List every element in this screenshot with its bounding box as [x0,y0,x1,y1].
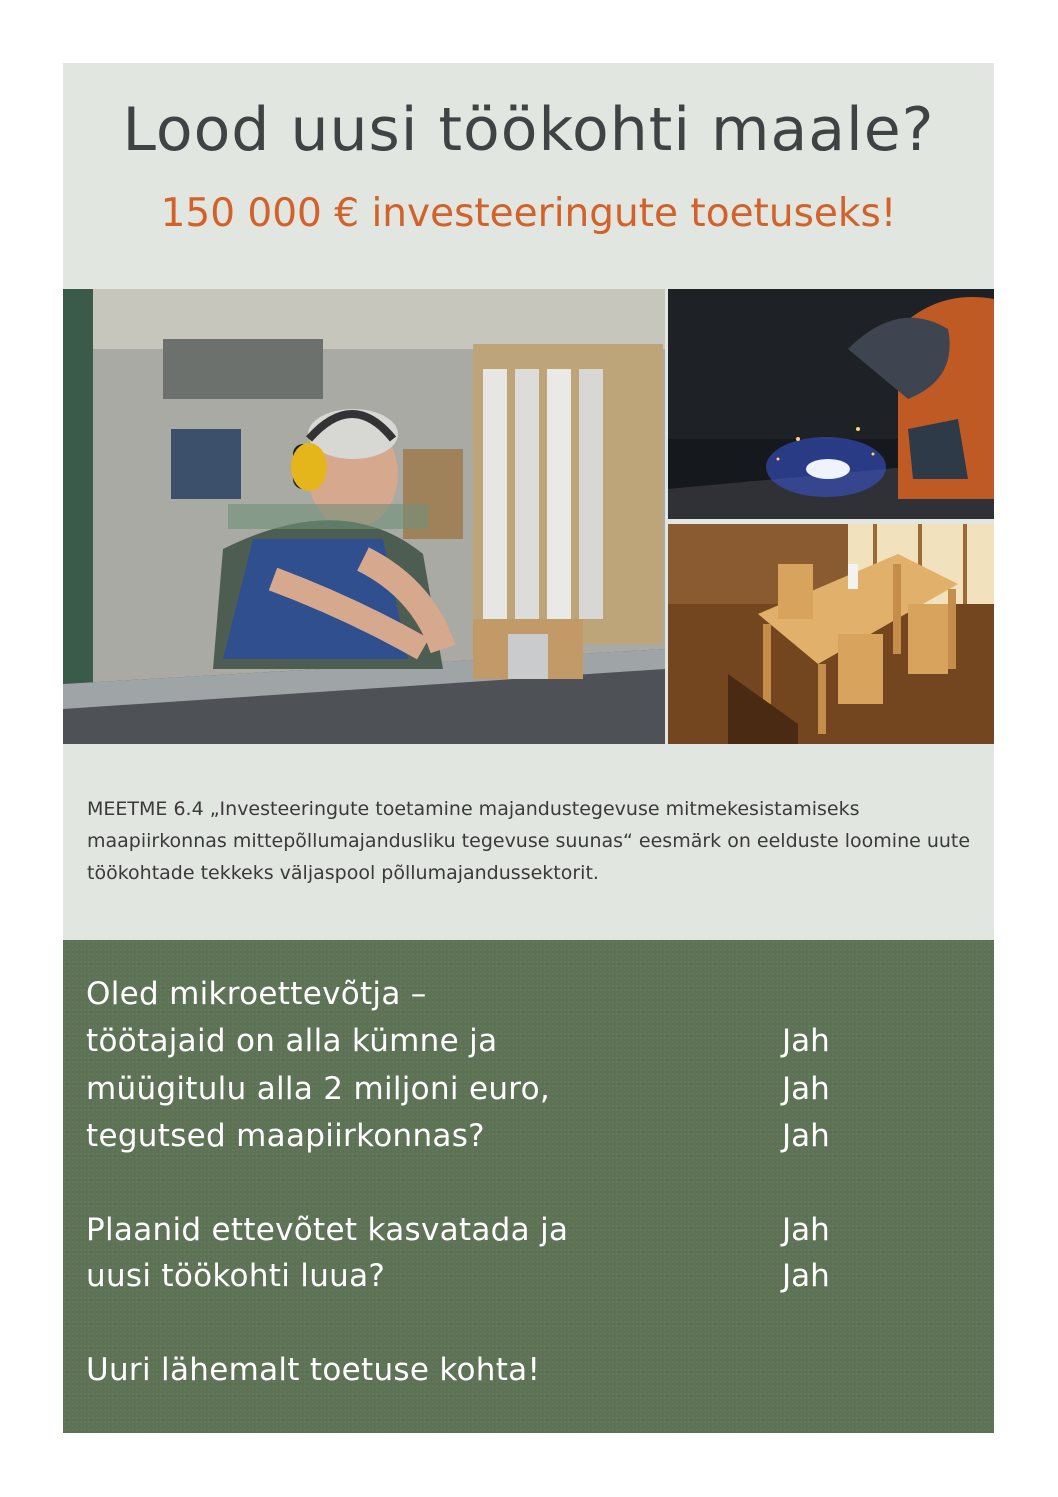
answer-yes: Jah [782,1118,830,1154]
subtitle: 150 000 € investeeringute toetuseks! [160,191,897,236]
page-title: Lood uusi töökohti maale? [122,95,935,165]
worker-illustration [63,289,665,744]
answer-yes: Jah [782,1212,830,1248]
question-line: töötajaid on alla kümne ja [86,1023,498,1059]
question-line: müügitulu alla 2 miljoni euro, [86,1071,551,1107]
answer-yes: Jah [782,1071,830,1107]
flyer [63,63,994,1433]
question-line: tegutsed maapiirkonnas? [86,1118,485,1154]
welder-illustration [668,289,994,519]
eligibility-panel [63,940,994,1433]
table-illustration [668,524,994,744]
call-to-action: Uuri lähemalt toetuse kohta! [86,1352,541,1388]
question-line: Oled mikroettevõtja – [86,976,427,1012]
measure-description: MEETME 6.4 „Investeeringute toetamine majandustegevuse mitmekesistamiseks maapiirkonnas mittepõllumajandusliku tegevuse suunas“ eesmärk on eelduste loomine uute töökohtade tekkeks väljaspool põllumajandussektorit. [87,798,971,884]
photo-welder [668,289,994,519]
answer-yes: Jah [782,1258,830,1294]
question-line: Plaanid ettevõtet kasvatada ja [86,1212,569,1248]
photo-table [668,524,994,744]
question-line: uusi töökohti luua? [86,1258,386,1294]
answer-yes: Jah [782,1023,830,1059]
photo-worker [63,289,665,744]
